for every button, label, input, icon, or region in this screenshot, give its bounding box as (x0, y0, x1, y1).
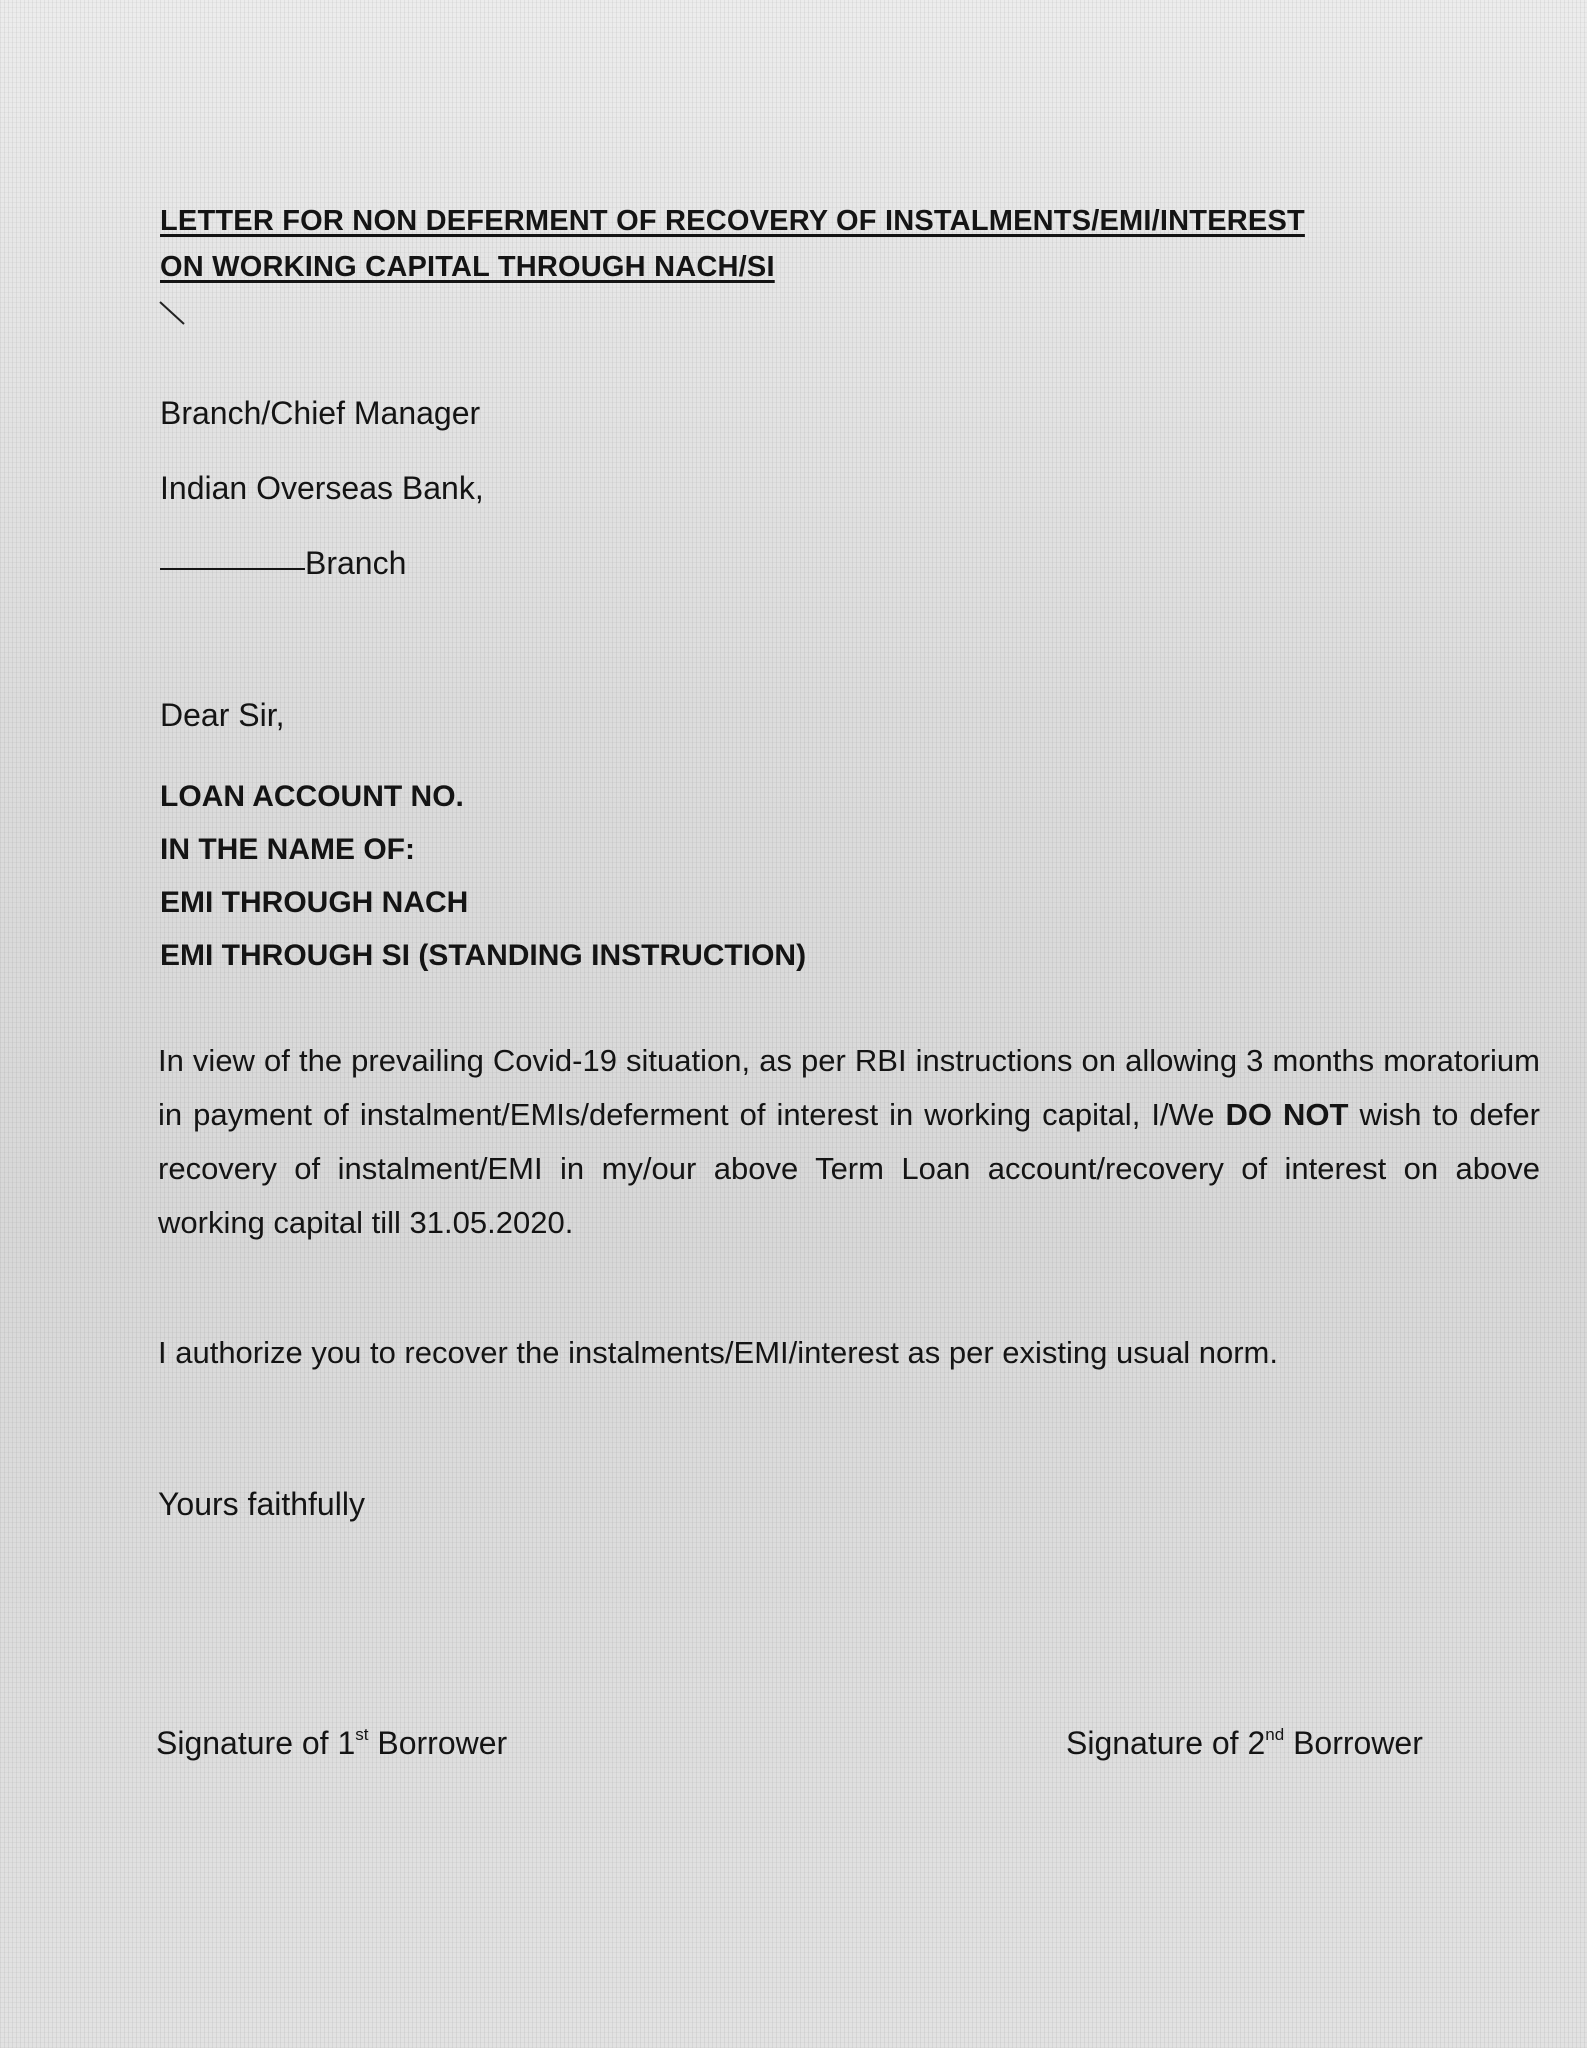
body-paragraph-1-start: In view of the prevailing Covid-19 situation, as per RBI instructions on allowing 3 months moratorium in payment of instalment/EMIs/deferment of interest in working capital, I/We (158, 1043, 1540, 1132)
body-paragraph-1-end: wish to defer recovery of instalment/EMI in my/our above Term Loan account/recovery of interest on above working capital till 31.05.2020. (158, 1097, 1540, 1240)
signature-first-after: Borrower (368, 1725, 508, 1761)
signature-second-ordinal: nd (1265, 1725, 1285, 1744)
signature-second-borrower (1066, 1725, 1423, 1762)
signature-first-borrower (156, 1725, 507, 1762)
signature-second-prefix: Signature of 2 (1066, 1725, 1266, 1761)
closing: Yours faithfully (158, 1486, 365, 1522)
signature-first-prefix: Signature of 1 (156, 1725, 356, 1761)
stray-pen-mark (158, 300, 188, 328)
emi-through-nach: EMI THROUGH NACH (160, 886, 469, 919)
addressee-title: Branch/Chief Manager (160, 395, 481, 431)
letter-title-line-2: ON WORKING CAPITAL THROUGH NACH/SI (160, 251, 775, 283)
loan-reference-list (160, 770, 806, 982)
loan-account-no: LOAN ACCOUNT NO. (160, 780, 464, 813)
branch-blank-line (160, 568, 305, 570)
letter-title-line-1: LETTER FOR NON DEFERMENT OF RECOVERY OF INSTALMENTS/EMI/INTEREST (160, 205, 1305, 237)
addressee-branch-label: Branch (305, 545, 407, 581)
in-the-name-of: IN THE NAME OF: (160, 833, 415, 866)
emi-through-si: EMI THROUGH SI (STANDING INSTRUCTION) (160, 939, 807, 972)
signature-second-after: Borrower (1284, 1725, 1423, 1761)
addressee-branch (160, 545, 406, 582)
body-paragraph-2: I authorize you to recover the instalments/EMI/interest as per existing usual norm. (158, 1335, 1278, 1370)
addressee-bank: Indian Overseas Bank, (160, 470, 484, 506)
body-paragraph-1 (158, 1034, 1540, 1250)
signature-first-ordinal: st (355, 1725, 369, 1744)
letter-title (160, 198, 1520, 290)
body-paragraph-1-emphasis: DO NOT (1225, 1097, 1349, 1132)
salutation: Dear Sir, (160, 697, 285, 733)
